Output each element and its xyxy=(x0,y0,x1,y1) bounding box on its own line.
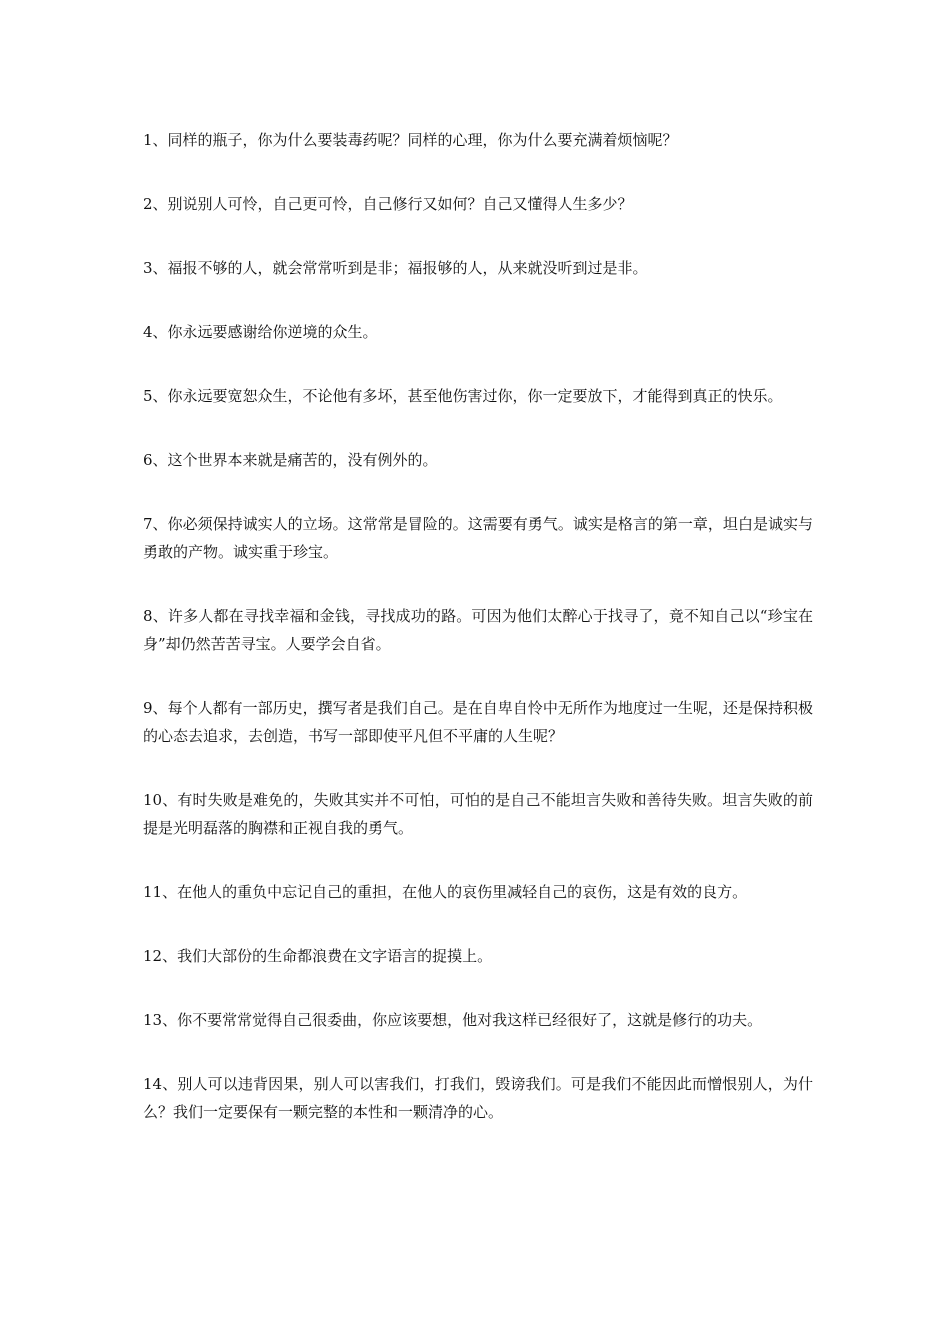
paragraph-13: 13、你不要常常觉得自己很委曲，你应该要想，他对我这样已经很好了，这就是修行的功夫。 xyxy=(143,1011,763,1029)
paragraph-6: 6、这个世界本来就是痛苦的，没有例外的。 xyxy=(143,451,438,469)
paragraph-14: 14、别人可以违背因果，别人可以害我们，打我们，毁谤我们。可是我们不能因此而憎恨别人，为什么？我们一定要保有一颗完整的本性和一颗清净的心。 xyxy=(143,1075,813,1121)
paragraph-3: 3、福报不够的人，就会常常听到是非；福报够的人，从来就没听到过是非。 xyxy=(143,259,648,277)
document-body xyxy=(143,126,813,1162)
paragraph-2: 2、别说别人可怜，自己更可怜，自己修行又如何？自己又懂得人生多少？ xyxy=(143,195,633,213)
paragraph-5: 5、你永远要宽恕众生，不论他有多坏，甚至他伤害过你，你一定要放下，才能得到真正的快乐。 xyxy=(143,387,783,405)
paragraph-8: 8、许多人都在寻找幸福和金钱，寻找成功的路。可因为他们太醉心于找寻了，竟不知自己以“珍宝在身”却仍然苦苦寻宝。人要学会自省。 xyxy=(143,607,813,653)
paragraph-4: 4、你永远要感谢给你逆境的众生。 xyxy=(143,323,378,341)
paragraph-12: 12、我们大部份的生命都浪费在文字语言的捉摸上。 xyxy=(143,947,493,965)
paragraph-9: 9、每个人都有一部历史，撰写者是我们自己。是在自卑自怜中无所作为地度过一生呢，还是保持积极的心态去追求，去创造，书写一部即使平凡但不平庸的人生呢？ xyxy=(143,699,813,745)
paragraph-11: 11、在他人的重负中忘记自己的重担，在他人的哀伤里减轻自己的哀伤，这是有效的良方。 xyxy=(143,883,748,901)
paragraph-10: 10、有时失败是难免的，失败其实并不可怕，可怕的是自己不能坦言失败和善待失败。坦言失败的前提是光明磊落的胸襟和正视自我的勇气。 xyxy=(143,791,813,837)
paragraph-1: 1、同样的瓶子，你为什么要装毒药呢？同样的心理，你为什么要充满着烦恼呢？ xyxy=(143,131,678,149)
paragraph-7: 7、你必须保持诚实人的立场。这常常是冒险的。这需要有勇气。诚实是格言的第一章，坦白是诚实与勇敢的产物。诚实重于珍宝。 xyxy=(143,515,813,561)
